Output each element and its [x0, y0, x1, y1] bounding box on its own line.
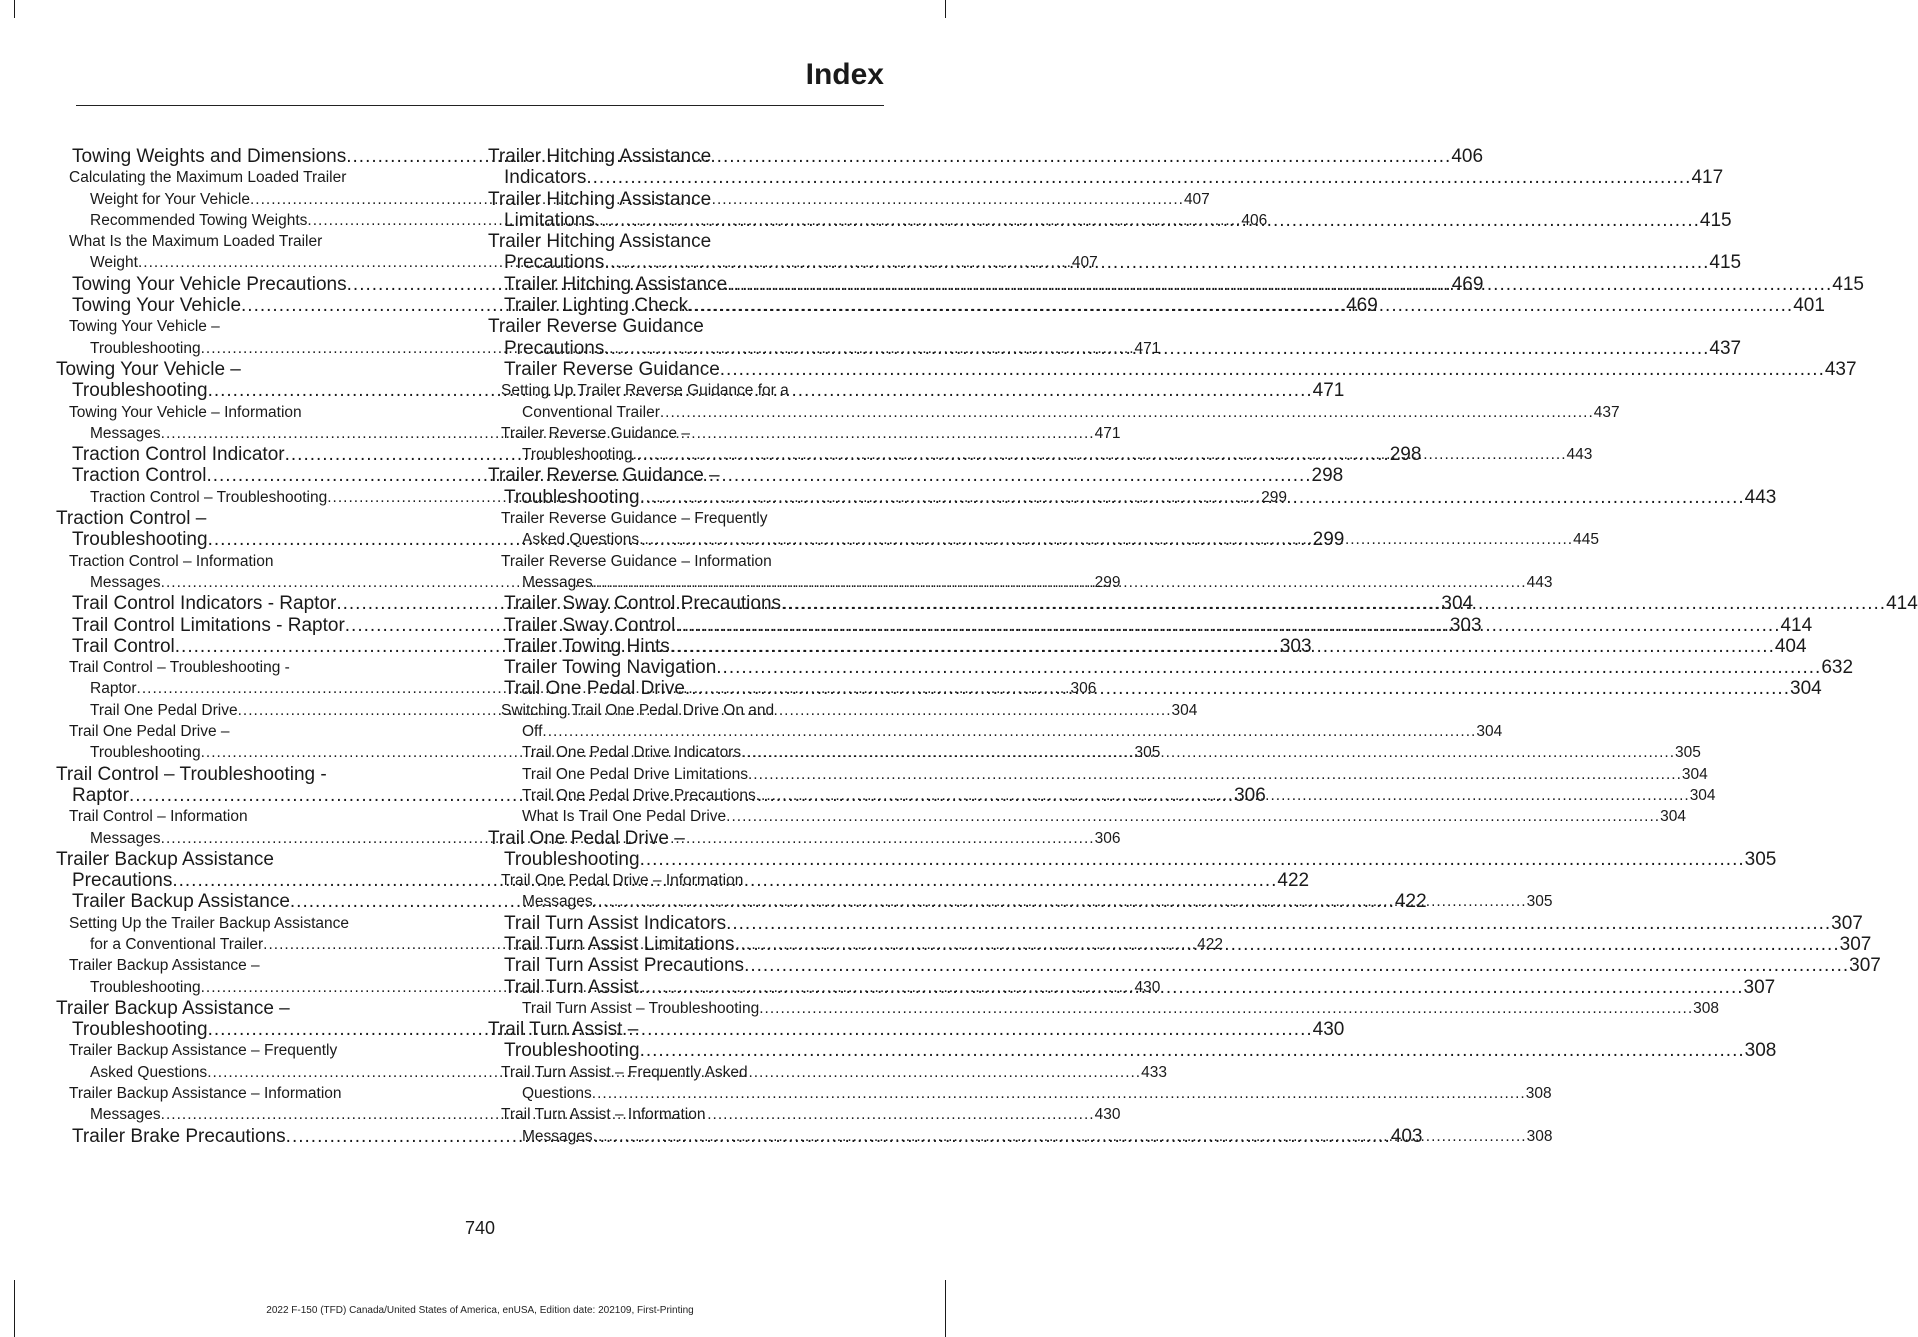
entry-page-number[interactable]: 414 — [1886, 593, 1918, 615]
entry-page-number[interactable]: 304 — [1476, 723, 1503, 741]
entry-text: Messages — [522, 573, 593, 591]
dot-leader — [604, 252, 1709, 273]
entry-text: Towing Your Vehicle – Information — [69, 403, 302, 421]
entry-text: Trail One Pedal Drive Precautions — [522, 786, 756, 804]
entry-text: Trail Control — [72, 635, 175, 657]
entry-text: Trail Turn Assist Limitations — [504, 933, 735, 955]
entry-page-number[interactable]: 401 — [1793, 295, 1825, 317]
entry-text: Trailer Towing Navigation — [504, 657, 717, 679]
entry-text: Trailer Reverse Guidance – Information — [501, 552, 772, 570]
index-entry[interactable] — [488, 358, 1857, 380]
dot-leader — [727, 274, 1832, 295]
index-entry[interactable] — [488, 955, 1881, 977]
entry-page-number[interactable]: 305 — [1134, 744, 1161, 762]
entry-page-number[interactable]: 443 — [1744, 486, 1777, 508]
entry-text: Traction Control – Troubleshooting — [90, 488, 328, 506]
entry-text: Troubleshooting — [90, 978, 201, 996]
entry-text: Setting Up Trailer Reverse Guidance for a — [501, 382, 789, 400]
dot-leader — [638, 977, 1743, 998]
dot-leader — [685, 678, 1790, 699]
entry-text: Trail Turn Assist Indicators — [504, 912, 727, 934]
entry-text: Trailer Backup Assistance – — [69, 957, 260, 975]
entry-text: Trailer Reverse Guidance – Frequently — [501, 510, 768, 528]
entry-text: Trail Control – Information — [69, 808, 248, 826]
entry-page-number[interactable]: 303 — [1449, 614, 1482, 636]
entry-text: Traction Control – Information — [69, 552, 274, 570]
entry-page-number[interactable]: 422 — [1197, 935, 1223, 953]
entry-text: Trailer Reverse Guidance – — [501, 424, 690, 442]
entry-page-number[interactable]: 306 — [1234, 784, 1266, 806]
entry-text: Troubleshooting — [90, 744, 201, 762]
entry-text: Troubleshooting — [504, 486, 640, 508]
entry-text: Trail One Pedal Drive – — [69, 723, 230, 741]
entry-text: Trailer Towing Hints — [504, 635, 670, 657]
dot-leader — [542, 721, 1476, 742]
dot-leader — [726, 913, 1831, 934]
entry-page-number[interactable]: 415 — [1709, 252, 1742, 274]
entry-page-number[interactable]: 404 — [1774, 635, 1807, 657]
entry-page-number[interactable]: 299 — [1312, 529, 1345, 551]
entry-text: Weight — [90, 254, 138, 272]
crop-mark-top-left — [14, 0, 15, 18]
entry-text: Trailer Hitching Assistance — [488, 146, 712, 167]
dot-leader — [675, 615, 1780, 636]
entry-page-number[interactable]: 471 — [1312, 380, 1345, 402]
entry-text: Towing Your Vehicle – — [56, 358, 241, 380]
entry-page-number[interactable]: 305 — [1744, 848, 1777, 870]
entry-text: Precautions — [504, 252, 605, 274]
entry-text: Trailer Reverse Guidance — [504, 358, 720, 380]
index-subentry[interactable] — [56, 487, 1288, 508]
entry-page-number[interactable]: 437 — [1824, 358, 1857, 380]
entry-page-number[interactable]: 407 — [1071, 254, 1098, 272]
entry-text: Trailer Reverse Guidance – — [488, 465, 720, 487]
entry-text: Trailer Brake Precautions — [72, 1125, 286, 1147]
entry-page-number[interactable]: 303 — [1279, 635, 1312, 657]
entry-text: Conventional Trailer — [522, 403, 660, 421]
entry-text: Trail Control Indicators - Raptor — [72, 593, 337, 615]
dot-leader — [670, 636, 1775, 657]
entry-page-number[interactable]: 469 — [1346, 295, 1378, 317]
entry-page-number[interactable]: 298 — [1389, 444, 1422, 466]
dot-leader — [688, 295, 1793, 316]
entry-page-number[interactable]: 430 — [1134, 978, 1161, 996]
entry-page-number[interactable]: 445 — [1573, 531, 1599, 549]
entry-page-number[interactable]: 299 — [1261, 488, 1288, 506]
entry-text: Trail Turn Assist – Frequently Asked — [501, 1063, 748, 1081]
entry-text: Trailer Backup Assistance – Frequently — [69, 1042, 338, 1060]
entry-text: What Is the Maximum Loaded Trailer — [69, 233, 323, 251]
dot-leader — [660, 402, 1594, 423]
entry-page-number[interactable]: 406 — [1451, 146, 1484, 167]
dot-leader — [595, 210, 1700, 231]
index-subentry[interactable] — [488, 998, 1720, 1019]
edition-info: 2022 F-150 (TFD) Canada/United States of America, enUSA, Edition date: 202109, First-Printing — [266, 1305, 694, 1316]
entry-text: for a Conventional Trailer — [90, 935, 264, 953]
entry-page-number[interactable]: 299 — [1094, 573, 1121, 591]
entry-page-number[interactable]: 415 — [1699, 209, 1732, 231]
entry-text: Trail Turn Assist – — [488, 1019, 639, 1041]
dot-leader — [720, 359, 1825, 380]
dot-leader — [633, 444, 1567, 465]
entry-text: Trailer Hitching Assistance — [488, 231, 712, 253]
entry-page-number[interactable]: 308 — [1526, 1127, 1553, 1145]
dot-leader — [586, 167, 1691, 188]
entry-text: Limitations — [504, 209, 595, 231]
entry-text: Troubleshooting — [72, 1019, 208, 1041]
dot-leader — [640, 1040, 1745, 1061]
entry-text: Trailer Backup Assistance – — [56, 997, 290, 1019]
entry-page-number[interactable]: 415 — [1832, 273, 1864, 295]
dot-leader — [781, 593, 1886, 614]
dot-leader — [759, 998, 1693, 1019]
page-number: 740 — [464, 1218, 496, 1238]
entry-text: Trail One Pedal Drive — [90, 701, 238, 719]
crop-mark-top-right — [945, 0, 946, 18]
entry-page-number[interactable]: 305 — [1526, 893, 1553, 911]
entry-page-number[interactable]: 304 — [1681, 765, 1708, 783]
entry-text: Messages — [90, 424, 161, 442]
entry-page-number[interactable]: 430 — [1094, 1106, 1121, 1124]
entry-page-number[interactable]: 304 — [1790, 678, 1822, 700]
dot-leader — [756, 785, 1690, 806]
entry-text: Trailer Sway Control — [504, 614, 676, 636]
entry-page-number[interactable]: 430 — [1312, 1019, 1345, 1041]
entry-page-number[interactable]: 403 — [1390, 1125, 1423, 1147]
entry-text: Traction Control — [72, 465, 207, 487]
entry-text: Troubleshooting — [72, 380, 208, 402]
entry-page-number[interactable]: 308 — [1744, 1040, 1777, 1062]
entry-text: Switching Trail One Pedal Drive On and — [501, 701, 775, 719]
entry-text: Recommended Towing Weights — [90, 211, 308, 229]
entry-text: Towing Your Vehicle Precautions — [72, 273, 347, 295]
entry-text: Messages — [90, 829, 161, 847]
entry-page-number[interactable]: 304 — [1689, 786, 1716, 804]
entry-text: Precautions — [504, 337, 605, 359]
index-entry[interactable] — [488, 657, 1854, 679]
header-divider — [76, 105, 884, 106]
entry-text: Trailer Hitching Assistance — [488, 188, 712, 210]
entry-text: What Is Trail One Pedal Drive — [522, 808, 727, 826]
entry-page-number[interactable]: 304 — [1660, 808, 1686, 826]
entry-page-number[interactable]: 471 — [1134, 339, 1161, 357]
index-subentry[interactable] — [488, 742, 1701, 763]
entry-page-number[interactable]: 305 — [1675, 744, 1701, 762]
entry-text: Trail Turn Assist — [504, 976, 639, 998]
page-title: Index — [805, 58, 884, 91]
entry-text: Troubleshooting — [522, 446, 633, 464]
entry-text: Trail Turn Assist Precautions — [504, 955, 745, 977]
index-entry[interactable] — [488, 912, 1863, 934]
entry-text: Trailer Backup Assistance — [56, 848, 274, 870]
entry-page-number[interactable]: 307 — [1839, 933, 1872, 955]
dot-leader — [640, 487, 1745, 508]
dot-leader — [593, 891, 1527, 912]
entry-page-number[interactable]: 298 — [1311, 465, 1344, 487]
dot-leader — [744, 955, 1849, 976]
entry-text: Asked Questions — [522, 531, 640, 549]
entry-page-number[interactable]: 437 — [1709, 337, 1742, 359]
index-subentry[interactable] — [488, 806, 1686, 827]
entry-text: Off — [522, 723, 543, 741]
entry-page-number[interactable]: 308 — [1525, 1085, 1552, 1103]
entry-page-number[interactable]: 632 — [1821, 657, 1854, 679]
entry-text: Trail One Pedal Drive – Information — [501, 872, 744, 890]
dot-leader — [593, 1126, 1527, 1147]
dot-leader — [639, 529, 1573, 550]
entry-text: Traction Control – — [56, 508, 207, 530]
entry-text: Messages — [522, 893, 593, 911]
entry-text: Indicators — [504, 167, 587, 189]
entry-text: Towing Weights and Dimensions — [72, 146, 347, 167]
entry-page-number[interactable]: 443 — [1566, 446, 1593, 464]
entry-text: Trail One Pedal Drive — [504, 678, 685, 700]
entry-text: Weight for Your Vehicle — [90, 190, 250, 208]
dot-leader — [741, 742, 1675, 763]
entry-text: Trail Turn Assist – Information — [501, 1106, 706, 1124]
entry-page-number[interactable]: 306 — [1070, 680, 1097, 698]
entry-page-number[interactable]: 304 — [1441, 593, 1474, 615]
entry-text: Setting Up the Trailer Backup Assistance — [69, 914, 350, 932]
entry-text: Trail One Pedal Drive Limitations — [522, 765, 748, 783]
entry-page-number[interactable]: 307 — [1849, 955, 1881, 977]
entry-text: Trail Control – Troubleshooting - — [56, 763, 327, 785]
entry-text: Trail Turn Assist – Troubleshooting — [522, 999, 760, 1017]
entry-page-number[interactable]: 469 — [1451, 273, 1484, 295]
entry-page-number[interactable]: 471 — [1094, 424, 1121, 442]
entry-text: Trail One Pedal Drive Indicators — [522, 744, 742, 762]
entry-page-number[interactable]: 414 — [1780, 614, 1813, 636]
dot-leader — [716, 657, 1821, 678]
entry-text: Troubleshooting — [504, 1040, 640, 1062]
entry-text: Trailer Hitching Assistance — [504, 273, 728, 295]
entry-text: Towing Your Vehicle – — [69, 318, 220, 336]
entry-page-number[interactable]: 307 — [1831, 912, 1863, 934]
entry-page-number[interactable]: 422 — [1394, 891, 1427, 913]
entry-text: Towing Your Vehicle — [72, 295, 242, 317]
entry-page-number[interactable]: 417 — [1691, 167, 1724, 189]
index-subentry[interactable] — [488, 700, 1503, 743]
entry-text: Troubleshooting — [90, 339, 201, 357]
entry-text: Trail Control Limitations - Raptor — [72, 614, 345, 636]
entry-text: Raptor — [72, 784, 130, 806]
entry-page-number[interactable]: 406 — [1241, 211, 1268, 229]
entry-text: Raptor — [90, 680, 137, 698]
entry-page-number[interactable]: 308 — [1693, 999, 1720, 1017]
dot-leader — [604, 338, 1709, 359]
entry-text: Trailer Lighting Check — [504, 295, 689, 317]
index-subentry[interactable] — [488, 764, 1708, 785]
entry-text: Troubleshooting — [504, 848, 640, 870]
dot-leader — [593, 572, 1527, 593]
entry-page-number[interactable]: 407 — [1183, 190, 1210, 208]
entry-page-number[interactable]: 307 — [1743, 976, 1776, 998]
entry-text: Troubleshooting — [72, 529, 208, 551]
dot-leader — [748, 764, 1682, 785]
dot-leader — [640, 849, 1745, 870]
entry-text: Trail One Pedal Drive – — [488, 827, 685, 849]
entry-text: Traction Control Indicator — [72, 444, 285, 466]
entry-page-number[interactable]: 443 — [1526, 573, 1553, 591]
entry-page-number[interactable]: 306 — [1094, 829, 1121, 847]
dot-leader — [726, 806, 1660, 827]
entry-text: Trailer Sway Control Precautions — [504, 593, 782, 615]
entry-page-number[interactable]: 304 — [1171, 701, 1198, 719]
entry-text: Messages — [90, 573, 161, 591]
entry-text: Messages — [522, 1127, 593, 1145]
entry-page-number[interactable]: 422 — [1277, 870, 1310, 892]
entry-page-number[interactable]: 437 — [1593, 403, 1620, 421]
dot-leader — [592, 1083, 1526, 1104]
entry-text: Messages — [90, 1106, 161, 1124]
entry-text: Questions — [522, 1085, 592, 1103]
entry-text: Calculating the Maximum Loaded Trailer — [69, 169, 347, 187]
entry-text: Trailer Backup Assistance – Information — [69, 1085, 342, 1103]
dot-leader — [735, 934, 1840, 955]
entry-text: Precautions — [72, 870, 173, 892]
entry-text: Trail Control – Troubleshooting - — [69, 659, 290, 677]
entry-text: Trailer Backup Assistance — [72, 891, 290, 913]
entry-page-number[interactable]: 433 — [1141, 1063, 1167, 1081]
entry-text: Asked Questions — [90, 1063, 208, 1081]
entry-text: Trailer Reverse Guidance — [488, 316, 704, 338]
